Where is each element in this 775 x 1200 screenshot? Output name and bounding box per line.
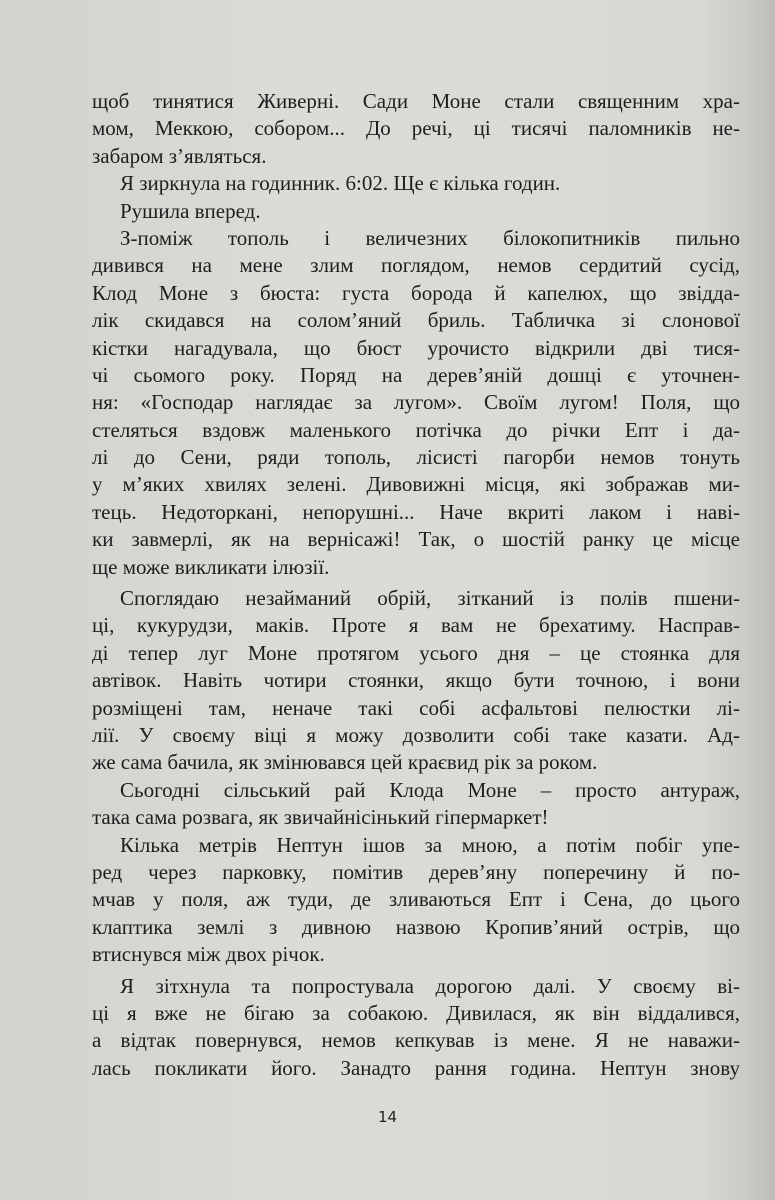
text-line: стеляться вздовж маленького потічка до річки Епт і да-: [92, 417, 740, 442]
text-line: ред через парковку, помітив дерев’яну поперечину й по-: [92, 859, 740, 884]
text-line: така сама розвага, як звичайнісінький гіпермаркет!: [92, 805, 549, 830]
text-line: лії. У своєму віці я можу дозволити собі таке казати. Ад-: [92, 722, 740, 747]
text-line: ці, кукурудзи, маків. Проте я вам не брехатиму. Насправ-: [92, 613, 740, 638]
text-line: дивився на мене злим поглядом, немов сердитий сусід,: [92, 253, 740, 278]
text-line: забаром з’являться.: [92, 143, 267, 168]
page-number: 14: [377, 1108, 398, 1126]
text-line: же сама бачила, як змінювався цей краєвид рік за роком.: [92, 750, 598, 775]
text-line: мчав у поля, аж туди, де зливаються Епт і Сена, до цього: [92, 887, 740, 912]
text-line: Споглядаю незайманий обрій, зітканий із полів пшени-: [120, 586, 740, 611]
text-line: ня: «Господар наглядає за лугом». Своїм лугом! Поля, що: [92, 390, 740, 415]
text-line: Сьогодні сільський рай Клода Моне – просто антураж,: [120, 777, 740, 802]
text-line: лась покликати його. Занадто рання година. Нептун знову: [92, 1055, 740, 1080]
text-line: втиснувся між двох річок.: [92, 942, 325, 967]
text-line: щоб тинятися Живерні. Сади Моне стали священним хра-: [92, 89, 740, 113]
text-line: Я зиркнула на годинник. 6:02. Ще є кілька годин.: [120, 171, 561, 196]
text-line: Кілька метрів Нептун ішов за мною, а потім побіг упе-: [120, 832, 740, 857]
book-page-text: [92, 88, 740, 1082]
text-line: ще може викликати ілюзії.: [92, 554, 330, 579]
text-line: З-поміж тополь і величезних білокопитників пильно: [120, 225, 740, 250]
text-line: Клод Моне з бюста: густа борода й капелюх, що звідда-: [92, 280, 740, 305]
text-line: мом, Меккою, собором... До речі, ці тисячі паломників не-: [92, 116, 740, 141]
text-line: Рушила вперед.: [120, 198, 261, 223]
text-line: лік скидався на солом’яний бриль. Табличка зі слонової: [92, 308, 740, 333]
text-line: ки завмерлі, як на вернісажі! Так, о шостій ранку це місце: [92, 527, 740, 552]
text-line: розміщені там, неначе такі собі асфальтові пелюстки лі-: [92, 695, 740, 720]
text-line: лі до Сени, ряди тополь, лісисті пагорби немов тонуть: [92, 445, 740, 470]
text-line: Я зітхнула та попростувала дорогою далі. У своєму ві-: [120, 973, 740, 998]
text-line: ді тепер луг Моне протягом усього дня – це стоянка для: [92, 640, 740, 665]
text-line: автівок. Навіть чотири стоянки, якщо бути точною, і вони: [92, 668, 740, 693]
text-line: тець. Недоторкані, непорушні... Наче вкриті лаком і наві-: [92, 499, 740, 524]
text-line: у м’яких хвилях зелені. Дивовижні місця, які зображав ми-: [92, 472, 740, 497]
text-line: клаптика землі з дивною назвою Кропив’яний острів, що: [92, 914, 740, 939]
text-line: кістки нагадувала, що бюст урочисто відкрили дві тися-: [92, 335, 740, 360]
text-line: а відтак повернувся, немов кепкував із мене. Я не наважи-: [92, 1028, 740, 1053]
text-line: ці я вже не бігаю за собакою. Дивилася, як він віддалився,: [92, 1000, 740, 1025]
text-line: чі сьомого року. Поряд на дерев’яній дошці є уточнен-: [92, 362, 740, 387]
